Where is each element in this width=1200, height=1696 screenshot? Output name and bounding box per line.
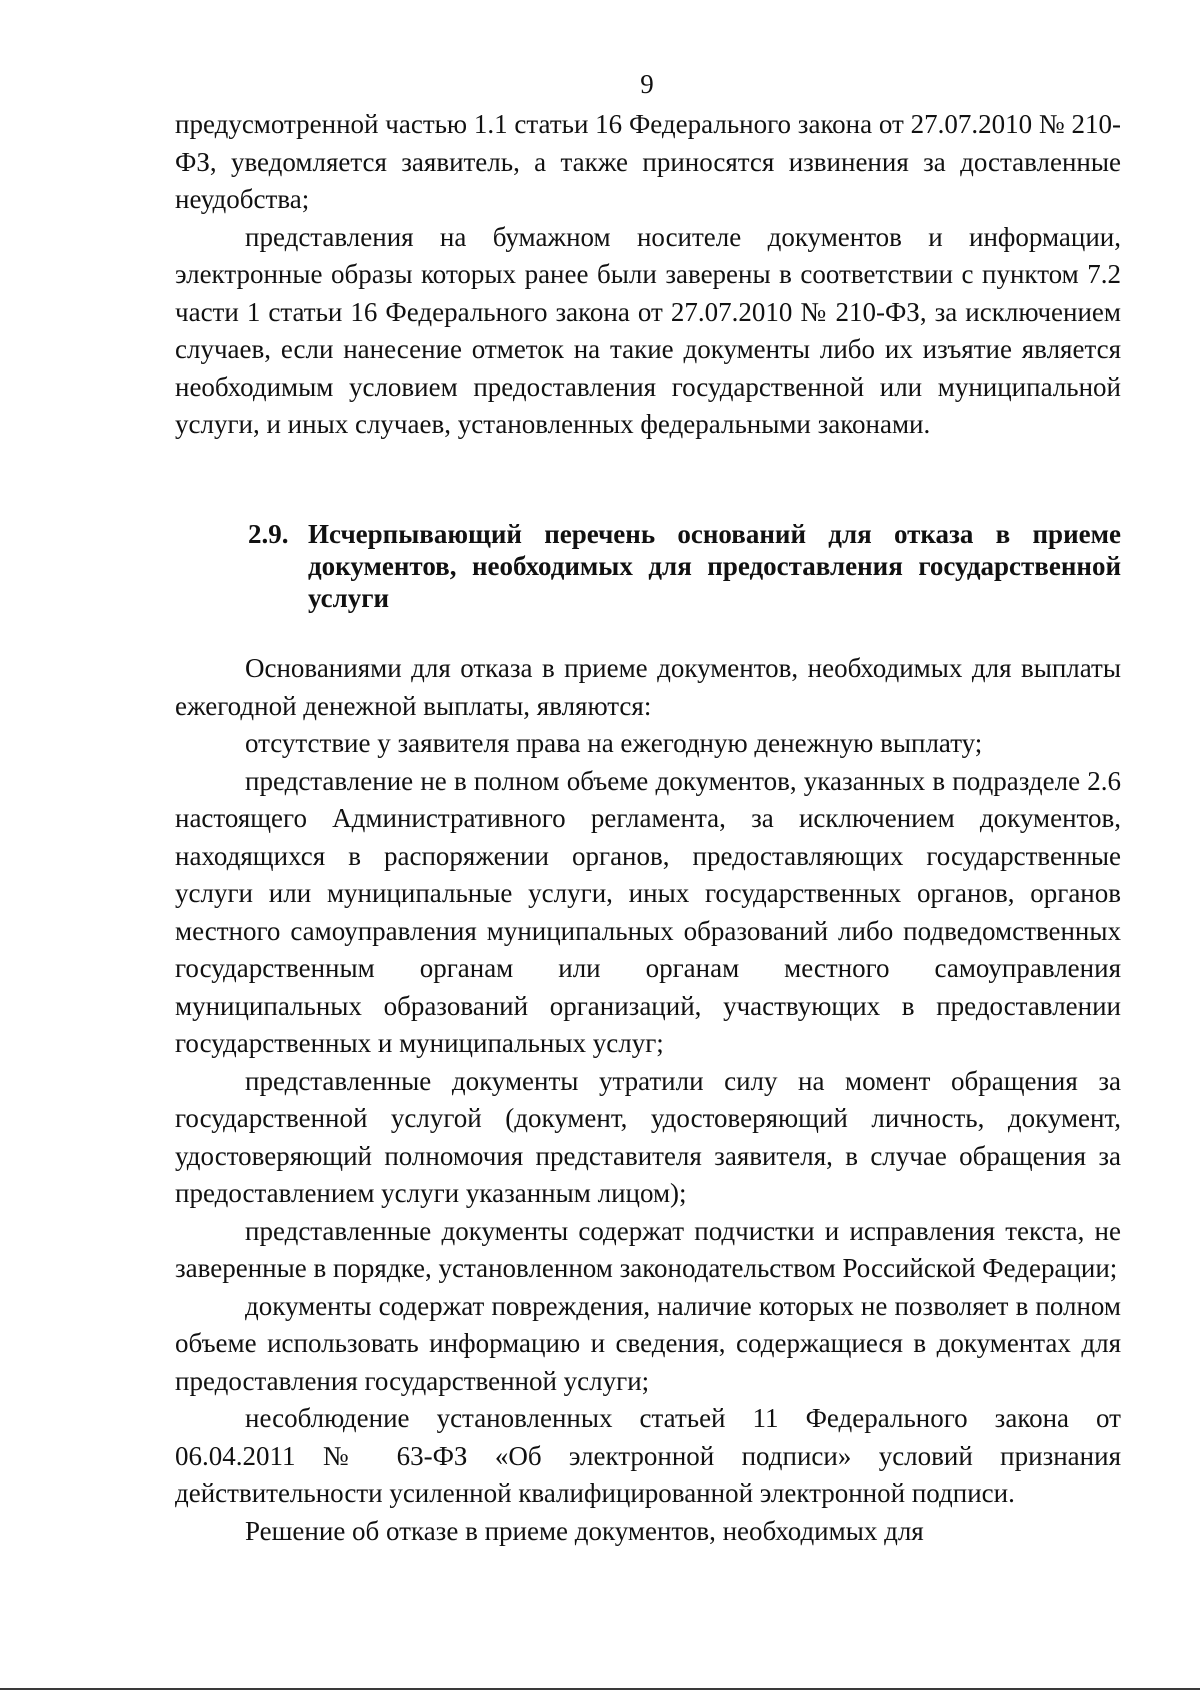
- paragraph: Основаниями для отказа в приеме документов, необходимых для выплаты ежегодной денежной выплаты, являются:: [175, 653, 1121, 721]
- paragraph: представления на бумажном носителе документов и информации, электронные образы которых ранее были заверены в соответствии с пунктом 7.2 части 1 статьи 16 Федерального закона от 27.07.2010 № 210-ФЗ, за исключением случаев, если нанесение отметок на такие документы либо их изъятие является необходимым условием предоставления государственной или муниципальной услуги, и иных случаев, установленных федеральными законами.: [175, 221, 1121, 439]
- section-body: [175, 650, 1121, 1550]
- paragraph: несоблюдение установленных статьей 11 Федерального закона от 06.04.2011 № 63-ФЗ «Об электронной подписи» условий признания действительности усиленной квалифицированной электронной подписи.: [175, 1403, 1121, 1508]
- page-number: 9: [640, 69, 654, 99]
- paragraph: представленные документы содержат подчистки и исправления текста, не заверенные в порядке, установленном законодательством Российской Федерации;: [175, 1215, 1121, 1283]
- section-number: 2.9.: [248, 519, 289, 549]
- scan-bottom-edge: [0, 1688, 1200, 1690]
- intro-text: [175, 106, 1121, 444]
- paragraph: отсутствие у заявителя права на ежегодную денежную выплату;: [245, 728, 983, 758]
- paragraph: документы содержат повреждения, наличие которых не позволяет в полном объеме использовать информацию и сведения, содержащиеся в документах для предоставления государственной услуги;: [175, 1290, 1121, 1396]
- section-title: Исчерпывающий перечень оснований для отказа в приеме документов, необходимых для предоставления государственной услуги: [308, 519, 1121, 613]
- paragraph: представление не в полном объеме документов, указанных в подразделе 2.6 настоящего Административного регламента, за исключением документов, находящихся в распоряжении органов, предоставляющих государственные услуги или муниципальные услуги, иных государственных органов, органов местного самоуправления муниципальных образований либо подведомственных государственным органам или органам местного самоуправления муниципальных образований организаций, участвующих в предоставлении государственных и муниципальных услуг;: [175, 765, 1121, 1058]
- paragraph: предусмотренной частью 1.1 статьи 16 Федерального закона от 27.07.2010 № 210-ФЗ, уведомляется заявитель, а также приносятся извинения за доставленные неудобства;: [175, 109, 1121, 214]
- paragraph: представленные документы утратили силу на момент обращения за государственной услугой (документ, удостоверяющий личность, документ, удостоверяющий полномочия представителя заявителя, в случае обращения за предоставлением услуги указанным лицом);: [175, 1065, 1121, 1208]
- section-heading: [248, 518, 1121, 614]
- paragraph: Решение об отказе в приеме документов, необходимых для: [245, 1515, 924, 1546]
